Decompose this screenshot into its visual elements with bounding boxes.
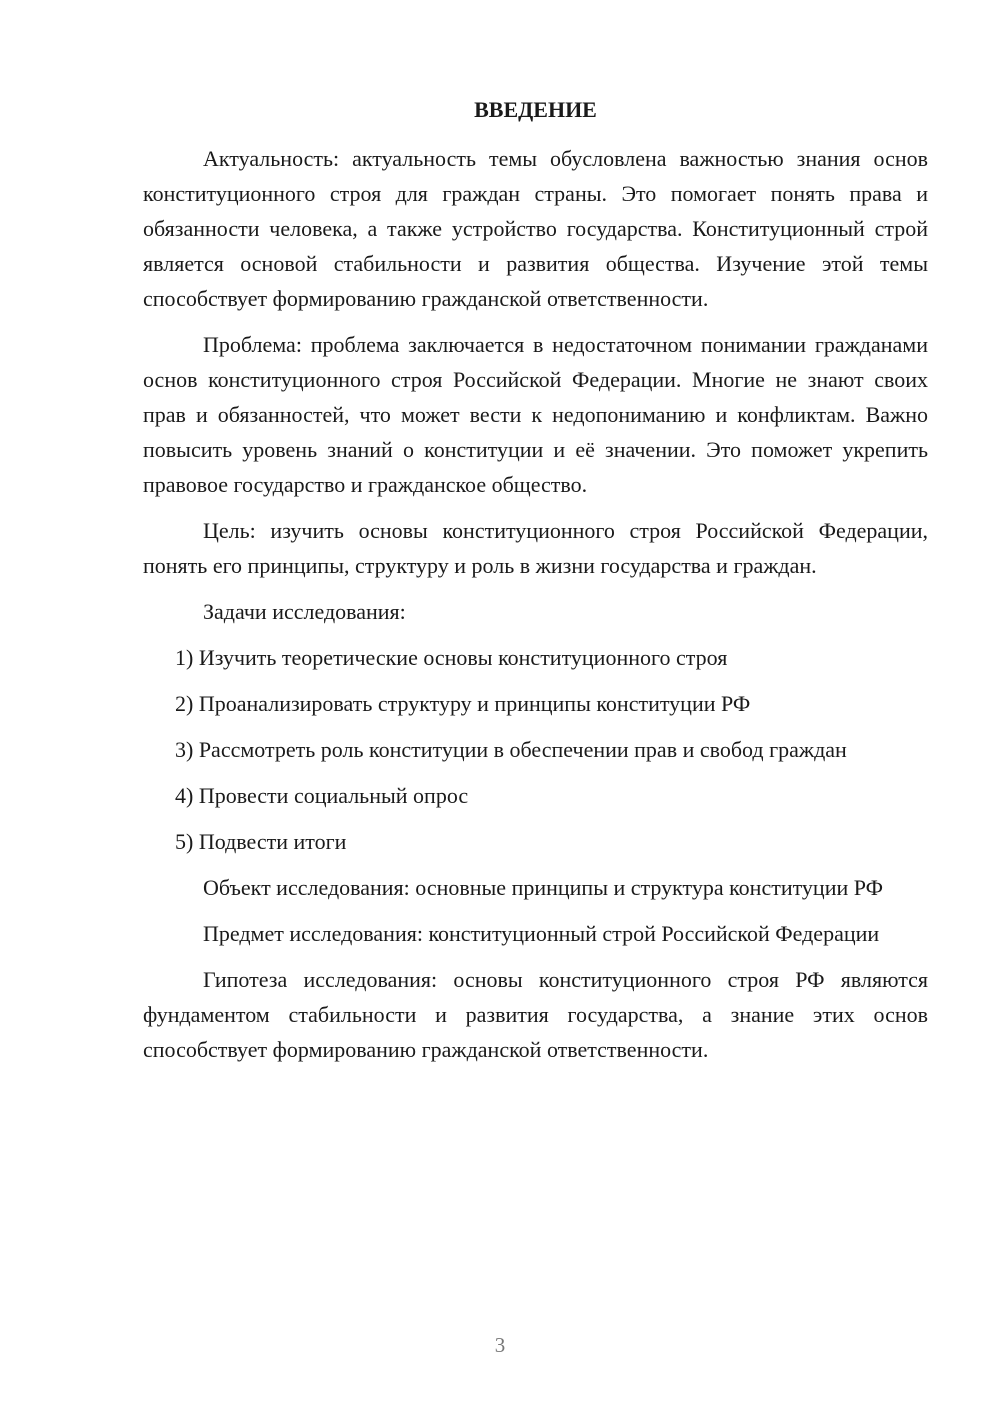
document-title: ВВЕДЕНИЕ	[474, 97, 597, 122]
paragraph-hypothesis: Гипотеза исследования: основы конституционного строя РФ являются фундаментом стабильности и развития государства, а знание этих основ способствует формированию гражданской ответственности.	[143, 967, 928, 1062]
tasks-heading: Задачи исследования:	[203, 599, 406, 624]
page-number: 3	[494, 1333, 506, 1357]
paragraph-object: Объект исследования: основные принципы и структура конституции РФ	[203, 875, 883, 900]
tasks-list	[143, 640, 928, 859]
list-item: 2) Проанализировать структуру и принципы конституции РФ	[175, 691, 751, 716]
list-item: 5) Подвести итоги	[175, 829, 347, 854]
list-item: 3) Рассмотреть роль конституции в обеспечении прав и свобод граждан	[175, 737, 847, 762]
document-page	[143, 92, 928, 1078]
paragraph-relevance: Актуальность: актуальность темы обусловлена важностью знания основ конституционного строя для граждан страны. Это помогает понять права и обязанности человека, а также устройство государства. Конституционный строй является основой стабильности и развития общества. Изучение этой темы способствует формированию гражданской ответственности.	[143, 146, 928, 311]
paragraph-goal: Цель: изучить основы конституционного строя Российской Федерации, понять его принципы, структуру и роль в жизни государства и граждан.	[143, 518, 928, 578]
paragraph-problem: Проблема: проблема заключается в недостаточном понимании гражданами основ конституционного строя Российской Федерации. Многие не знают своих прав и обязанностей, что может вести к недопониманию и конфликтам. Важно повысить уровень знаний о конституции и её значении. Это поможет укрепить правовое государство и гражданское общество.	[143, 332, 928, 497]
list-item: 1) Изучить теоретические основы конституционного строя	[175, 645, 728, 670]
list-item: 4) Провести социальный опрос	[175, 783, 469, 808]
paragraph-subject: Предмет исследования: конституционный строй Российской Федерации	[203, 921, 880, 946]
